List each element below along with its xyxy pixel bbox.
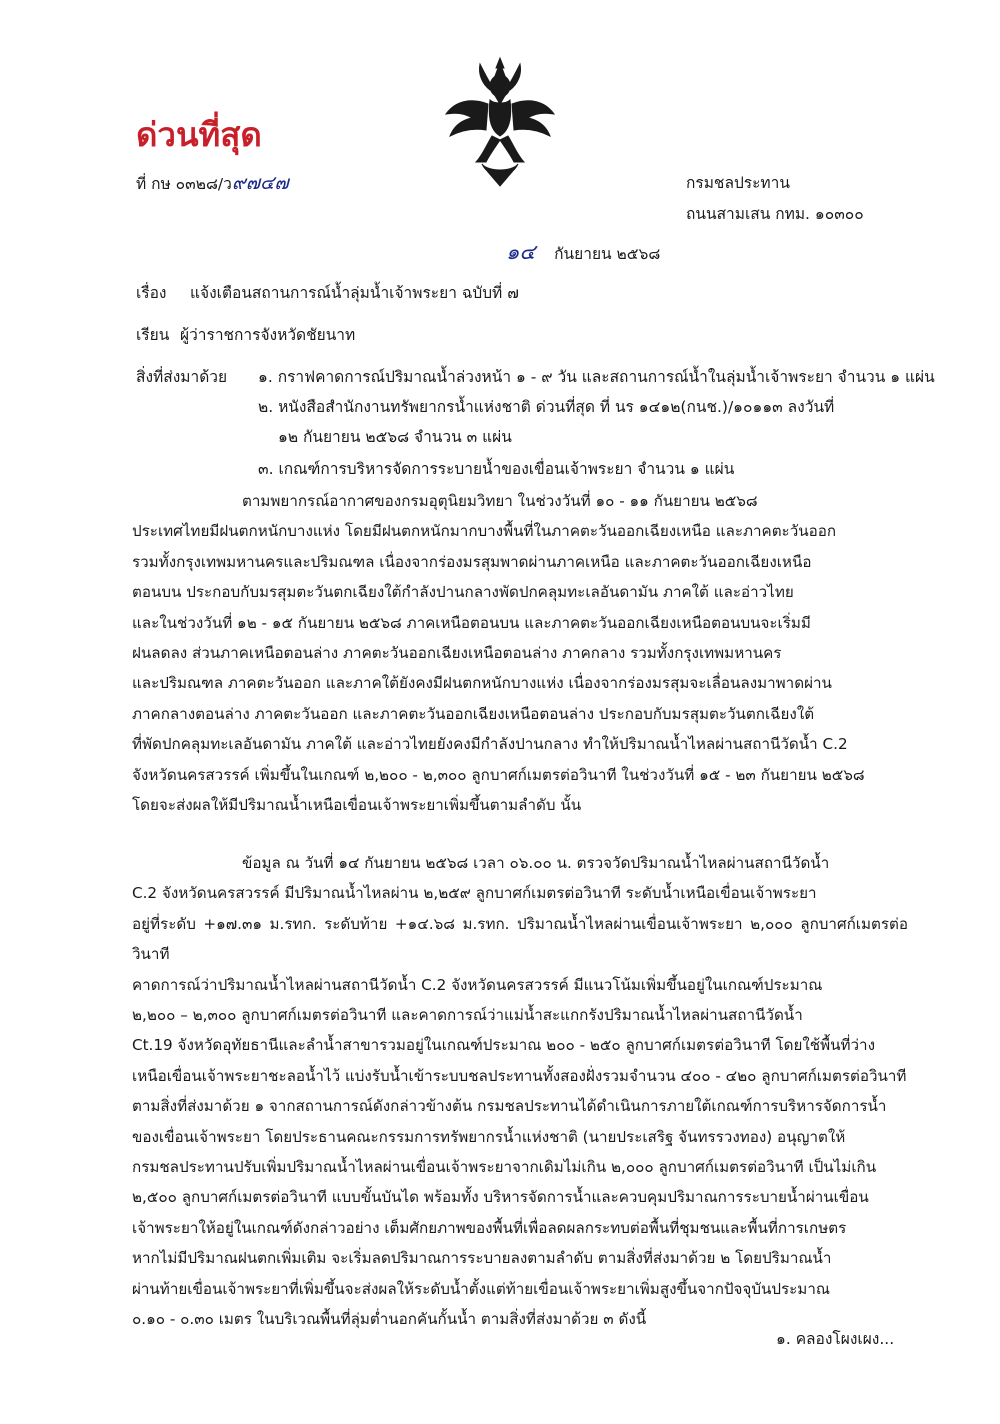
- paragraph-line: หากไม่มีปริมาณฝนตกเพิ่มเติม จะเริ่มลดปริมาณการระบายลงตามลำดับ ตามสิ่งที่ส่งมาด้วย ๒ โดยปริมาณน้ำ: [132, 1249, 832, 1268]
- agency-name: กรมชลประทาน: [686, 174, 790, 192]
- letter-date: [506, 236, 660, 269]
- paragraph-line: รวมทั้งกรุงเทพมหานครและปริมณฑล เนื่องจากร่องมรสุมพาดผ่านภาคเหนือ และภาคตะวันออกเฉียงเหนือ: [132, 552, 812, 571]
- agency-address: ถนนสามเสน กทม. ๑๐๓๐๐: [686, 205, 864, 223]
- paragraph-line: Ct.19 จังหวัดอุทัยธานีและลำน้ำสาขารวมอยู่ในเกณฑ์ประมาณ ๒๐๐ - ๒๕๐ ลูกบาศก์เมตรต่อวินาที โดยใช้พื้นที่ว่าง: [132, 1036, 875, 1055]
- subject-text: แจ้งเตือนสถานการณ์น้ำลุ่มน้ำเจ้าพระยา ฉบับที่ ๗: [190, 284, 519, 302]
- reference-number: [136, 168, 289, 198]
- continuation-marker: ๑. คลองโผงเผง...: [776, 1330, 895, 1348]
- paragraph-line: ที่พัดปกคลุมทะเลอันดามัน ภาคใต้ และอ่าวไทยยังคงมีกำลังปานกลาง ทำให้ปริมาณน้ำไหลผ่านสถานีวัดน้ำ C.2: [132, 735, 848, 754]
- enclosure-item: ๒. หนังสือสำนักงานทรัพยากรน้ำแห่งชาติ ด่วนที่สุด ที่ นร ๑๔๑๒(กนช.)/๑๐๑๑๓ ลงวันที่: [258, 398, 835, 416]
- paragraph-line: คาดการณ์ว่าปริมาณน้ำไหลผ่านสถานีวัดน้ำ C.2 จังหวัดนครสวรรค์ มีแนวโน้มเพิ่มขึ้นอยู่ในเกณฑ์ประมาณ: [132, 975, 823, 994]
- garuda-emblem-icon: [442, 54, 558, 188]
- enclosure-item: ๑. กราฟคาดการณ์ปริมาณน้ำล่วงหน้า ๑ - ๙ วัน และสถานการณ์น้ำในลุ่มน้ำเจ้าพระยา จำนวน ๑ แผ่น: [258, 368, 935, 386]
- paragraph-line: C.2 จังหวัดนครสวรรค์ มีปริมาณน้ำไหลผ่าน ๒,๒๕๙ ลูกบาศก์เมตรต่อวินาที ระดับน้ำเหนือเขื่อนเจ้าพระยา: [132, 884, 817, 903]
- reference-prefix: ที่ กษ ๐๓๒๘/ว: [136, 175, 232, 193]
- enclosure-item-continued: ๑๒ กันยายน ๒๕๖๘ จำนวน ๓ แผ่น: [278, 428, 512, 446]
- paragraph-line: ฝนลดลง ส่วนภาคเหนือตอนล่าง ภาคตะวันออกเฉียงเหนือตอนล่าง ภาคกลาง รวมทั้งกรุงเทพมหานคร: [132, 644, 782, 663]
- urgency-stamp: ด่วนที่สุด: [136, 115, 262, 154]
- addressee-label: เรียน: [136, 326, 170, 344]
- reference-handwritten: ๙๗๔๗: [231, 172, 289, 194]
- paragraph-line: และปริมณฑล ภาคตะวันออก และภาคใต้ยังคงมีฝนตกหนักบางแห่ง เนื่องจากร่องมรสุมจะเลื่อนลงมาพาดผ่าน: [132, 674, 832, 693]
- enclosure-item: ๓. เกณฑ์การบริหารจัดการระบายน้ำของเขื่อนเจ้าพระยา จำนวน ๑ แผ่น: [258, 460, 735, 478]
- paragraph-line: ตอนบน ประกอบกับมรสุมตะวันตกเฉียงใต้กำลังปานกลางพัดปกคลุมทะเลอันดามัน ภาคใต้ และอ่าวไทย: [132, 583, 794, 602]
- paragraph-line: ข้อมูล ณ วันที่ ๑๔ กันยายน ๒๕๖๘ เวลา ๐๖.๐๐ น. ตรวจวัดปริมาณน้ำไหลผ่านสถานีวัดน้ำ: [242, 854, 830, 872]
- paragraph-line: และในช่วงวันที่ ๑๒ - ๑๕ กันยายน ๒๕๖๘ ภาคเหนือตอนบน และภาคตะวันออกเฉียงเหนือตอนบนจะเริ่มมี: [132, 613, 811, 632]
- paragraph-line: ของเขื่อนเจ้าพระยา โดยประธานคณะกรรมการทรัพยากรน้ำแห่งชาติ (นายประเสริฐ จันทรรวงทอง) อนุญาตให้: [132, 1127, 846, 1146]
- body-paragraph-1: [132, 486, 908, 820]
- paragraph-line: เหนือเขื่อนเจ้าพระยาชะลอน้ำไว้ แบ่งรับน้ำเข้าระบบชลประทานทั้งสองฝั่งรวมจำนวน ๔๐๐ - ๔๒๐ ลูกบาศก์เมตรต่อวินาที: [132, 1066, 907, 1085]
- addressee-text: ผู้ว่าราชการจังหวัดชัยนาท: [180, 326, 356, 344]
- paragraph-line: ๒,๕๐๐ ลูกบาศก์เมตรต่อวินาที แบบขั้นบันได พร้อมทั้ง บริหารจัดการน้ำและควบคุมปริมาณการระบายน้ำผ่านเขื่อน: [132, 1188, 869, 1207]
- body-paragraph-2: [132, 848, 908, 1335]
- enclosures-label: สิ่งที่ส่งมาด้วย: [136, 368, 228, 386]
- paragraph-line: ตามพยากรณ์อากาศของกรมอุตุนิยมวิทยา ในช่วงวันที่ ๑๐ - ๑๑ กันยายน ๒๕๖๘: [242, 492, 758, 510]
- paragraph-line: เจ้าพระยาให้อยู่ในเกณฑ์ดังกล่าวอย่าง เต็มศักยภาพของพื้นที่เพื่อลดผลกระทบต่อพื้นที่ชุมชนและพื้นที่การเกษตร: [132, 1218, 847, 1237]
- paragraph-line: ๐.๑๐ - ๐.๓๐ เมตร ในบริเวณพื้นที่ลุ่มต่ำนอกคันกั้นน้ำ ตามสิ่งที่ส่งมาด้วย ๓ ดังนี้: [132, 1310, 647, 1329]
- paragraph-line: ๒,๒๐๐ – ๒,๓๐๐ ลูกบาศก์เมตรต่อวินาที และคาดการณ์ว่าแม่น้ำสะแกกรังปริมาณน้ำไหลผ่านสถานีวัดน้ำ: [132, 1006, 803, 1025]
- date-month-year: กันยายน ๒๕๖๘: [554, 245, 661, 263]
- paragraph-line: กรมชลประทานปรับเพิ่มปริมาณน้ำไหลผ่านเขื่อนเจ้าพระยาจากเดิมไม่เกิน ๒,๐๐๐ ลูกบาศก์เมตรต่อวินาที เป็นไม่เกิน: [132, 1158, 877, 1177]
- paragraph-line: โดยจะส่งผลให้มีปริมาณน้ำเหนือเขื่อนเจ้าพระยาเพิ่มขึ้นตามลำดับ นั้น: [132, 796, 582, 815]
- paragraph-line: ตามสิ่งที่ส่งมาด้วย ๑ จากสถานการณ์ดังกล่าวข้างต้น กรมชลประทานได้ดำเนินการภายใต้เกณฑ์การบริหารจัดการน้ำ: [132, 1097, 887, 1116]
- paragraph-line: ประเทศไทยมีฝนตกหนักบางแห่ง โดยมีฝนตกหนักมากบางพื้นที่ในภาคตะวันออกเฉียงเหนือ และภาคตะวันออก: [132, 522, 837, 541]
- subject-label: เรื่อง: [136, 284, 167, 302]
- paragraph-line: ภาคกลางตอนล่าง ภาคตะวันออก และภาคตะวันออกเฉียงเหนือตอนล่าง ประกอบกับมรสุมตะวันตกเฉียงใต้: [132, 704, 815, 723]
- date-day-handwritten: ๑๔: [506, 240, 536, 264]
- paragraph-line: ผ่านท้ายเขื่อนเจ้าพระยาที่เพิ่มขึ้นจะส่งผลให้ระดับน้ำตั้งแต่ท้ายเขื่อนเจ้าพระยาเพิ่มสูงขึ้นจากปัจจุบันประมาณ: [132, 1279, 830, 1298]
- paragraph-line: อยู่ที่ระดับ +๑๗.๓๑ ม.รทก. ระดับท้าย +๑๔.๖๘ ม.รทก. ปริมาณน้ำไหลผ่านเขื่อนเจ้าพระยา ๒,๐๐๐ ลูกบาศก์เมตรต่อวินาที: [132, 914, 908, 964]
- paragraph-line: จังหวัดนครสวรรค์ เพิ่มขึ้นในเกณฑ์ ๒,๒๐๐ - ๒,๓๐๐ ลูกบาศก์เมตรต่อวินาที ในช่วงวันที่ ๑๕ - ๒๓ กันยายน ๒๕๖๘: [132, 765, 865, 784]
